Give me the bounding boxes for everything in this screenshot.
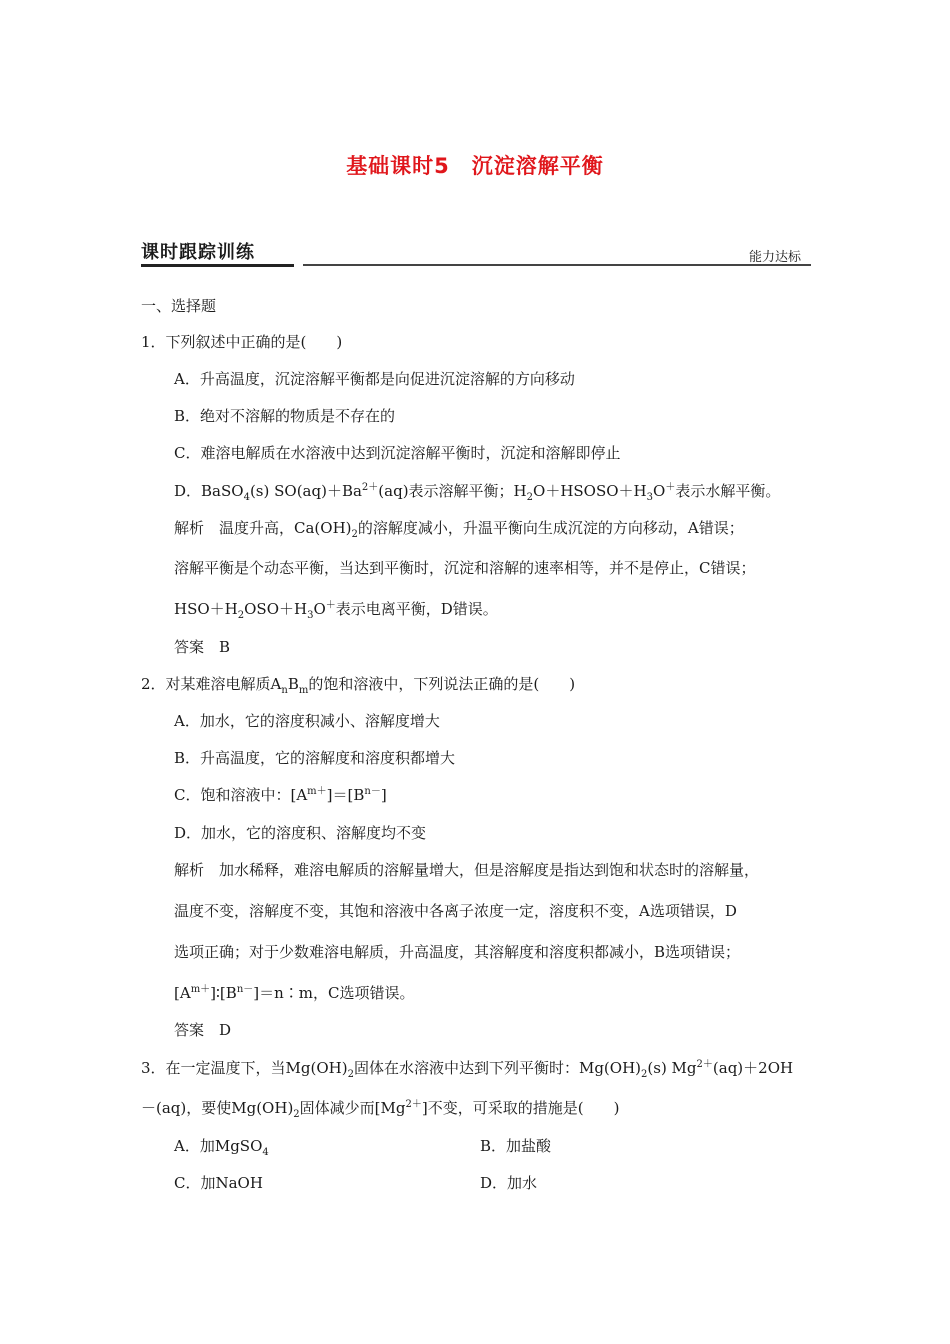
q2-analysis-line-2: 温度不变，溶解度不变，其饱和溶液中各离子浓度一定，溶度积不变，A选项错误，D — [174, 902, 737, 920]
q3-stem-line-1: 3．在一定温度下，当$Mg(OH)_2$固体在水溶液中达到下列平衡时：$Mg(OH)_2(s)$ $Mg^{2+}(aq)+2OH$ — [141, 1059, 794, 1080]
q2-analysis-line-3: 选项正确；对于少数难溶电解质，升高温度，其溶解度和溶度积都减小，B选项错误； — [174, 943, 741, 961]
q3-option-c: C．加NaOH — [174, 1174, 263, 1192]
q2-option-b: B．升高温度，它的溶解度和溶度积都增大 — [174, 749, 456, 767]
q2-option-d: D．加水，它的溶度积、溶解度均不变 — [174, 824, 427, 842]
q1-answer: 答案 B — [174, 638, 231, 656]
q3-option-b: B．加盐酸 — [480, 1137, 552, 1155]
page-title: 基础课时5 沉淀溶解平衡 — [346, 154, 604, 178]
q2-analysis-line-4: $[A^{m+}]∶[B^{n-}]=n∶m$，C选项错误。 — [174, 984, 415, 1002]
section-tag: 能力达标 — [748, 250, 801, 265]
q1-option-d: D．BaSO$_4$(s) $SO(aq)+Ba^{2+}(aq)$表示溶解平衡；$H_2O+HSOSO+H_3O^+$表示水解平衡。 — [174, 482, 781, 503]
q3-option-a: A．加MgSO$_4$ — [174, 1137, 269, 1158]
q2-analysis-line-1: 解析 加水稀释，难溶电解质的溶解量增大，但是溶解度是指达到饱和状态时的溶解量， — [174, 861, 760, 879]
q1-stem: 1．下列叙述中正确的是( ) — [141, 333, 343, 351]
q2-stem: 2．对某难溶电解质$A_nB_m$的饱和溶液中，下列说法正确的是( ) — [141, 675, 576, 696]
part-heading: 一、选择题 — [141, 297, 217, 315]
section-rule — [303, 264, 811, 266]
q1-analysis-line-1: 解析 温度升高，$Ca(OH)_2$的溶解度减小，升温平衡向生成沉淀的方向移动，A错误； — [174, 519, 744, 540]
section-header — [141, 238, 811, 268]
section-underline — [141, 264, 294, 267]
section-label: 课时跟踪训练 — [141, 242, 255, 263]
q1-analysis-line-2: 溶解平衡是个动态平衡，当达到平衡时，沉淀和溶解的速率相等，并不是停止，C错误； — [174, 559, 756, 577]
q3-stem-line-2: －(aq)，要使$Mg(OH)_2$固体减少而$[Mg^{2+}]$不变，可采取的措施是( ) — [141, 1099, 620, 1120]
q2-answer: 答案 D — [174, 1021, 232, 1039]
q1-option-a: A．升高温度，沉淀溶解平衡都是向促进沉淀溶解的方向移动 — [174, 370, 575, 388]
q1-option-c: C．难溶电解质在水溶液中达到沉淀溶解平衡时，沉淀和溶解即停止 — [174, 444, 621, 462]
q1-analysis-line-3: $HSO+H_2OSO+H_3O^+$表示电离平衡，D错误。 — [174, 600, 498, 621]
q2-option-a: A．加水，它的溶度积减小、溶解度增大 — [174, 712, 440, 730]
q3-option-d: D．加水 — [480, 1174, 538, 1192]
q2-option-c: C．饱和溶液中：$[A^{m+}]=[B^{n-}]$ — [174, 786, 387, 804]
q1-option-b: B．绝对不溶解的物质是不存在的 — [174, 407, 396, 425]
